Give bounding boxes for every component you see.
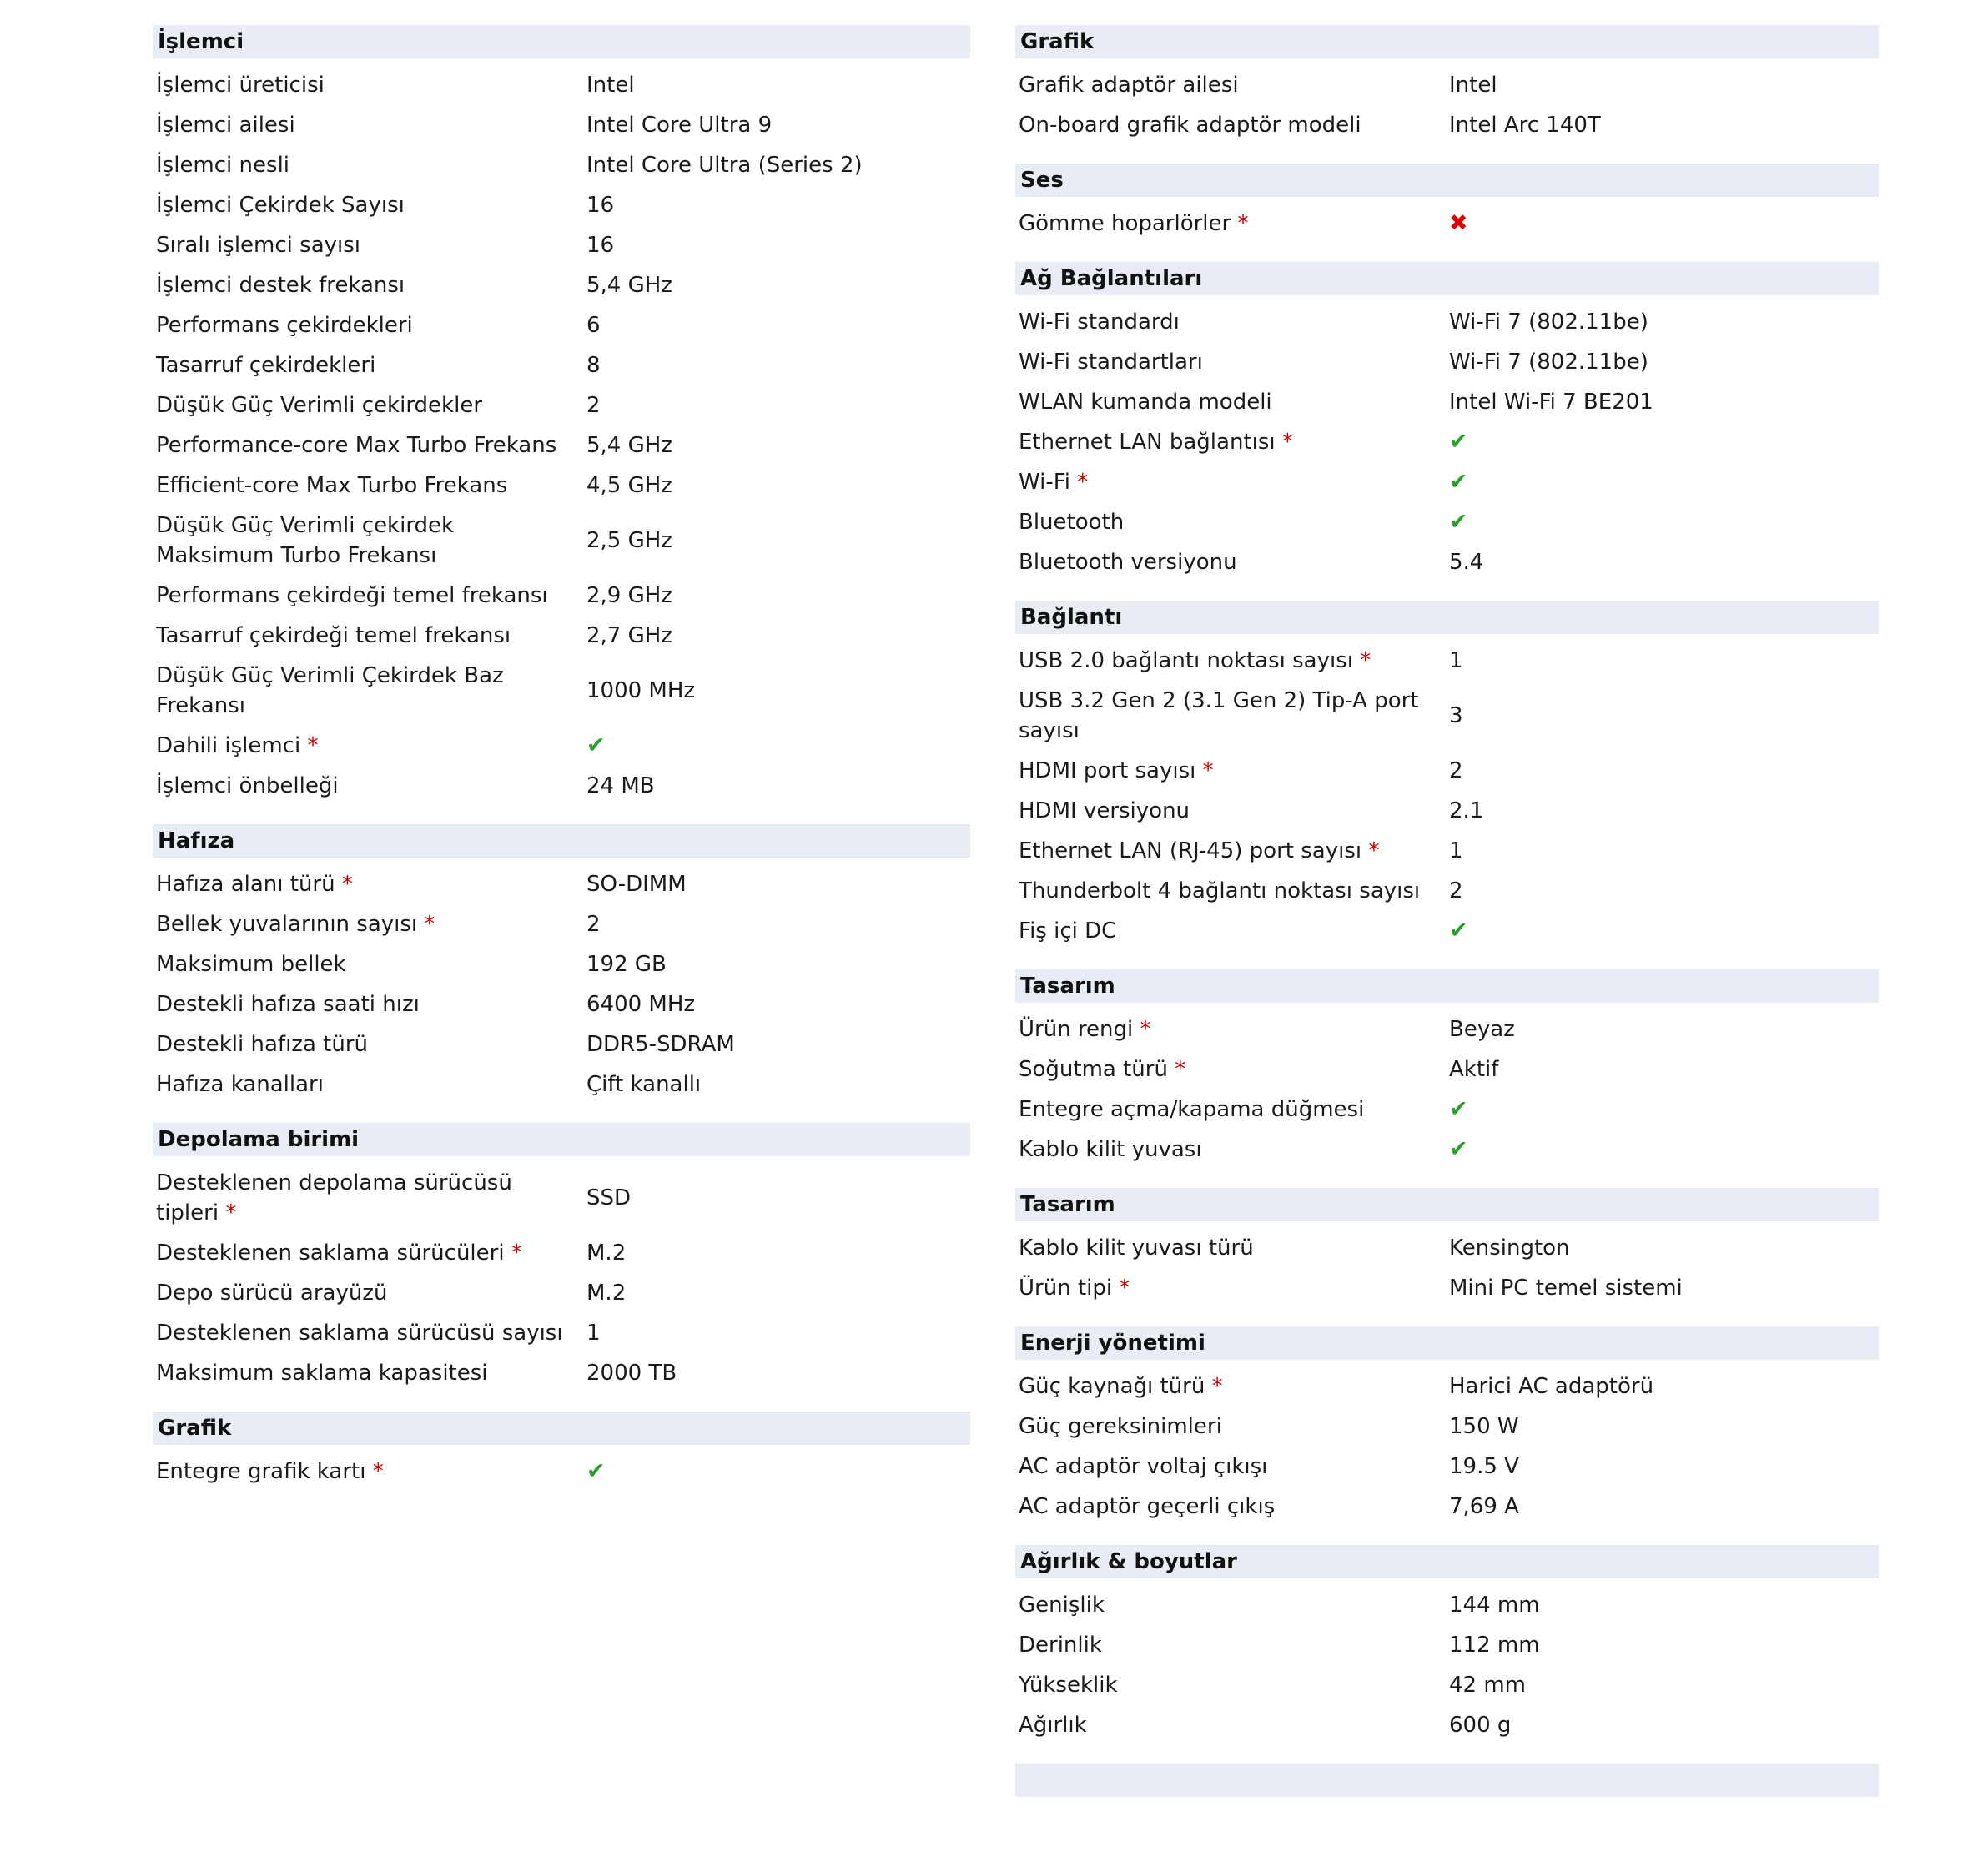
spec-label — [156, 150, 586, 180]
spec-section — [1015, 969, 1879, 1170]
spec-value: 16 — [586, 233, 615, 258]
spec-label — [156, 989, 586, 1019]
spec-row — [1015, 1447, 1879, 1487]
spec-row — [1015, 1090, 1879, 1130]
spec-section — [153, 1123, 970, 1393]
spec-section — [153, 824, 970, 1105]
spec-value: 6 — [586, 313, 601, 338]
required-asterisk: * — [1231, 211, 1249, 236]
spec-label-text: Sıralı işlemci sayısı — [156, 233, 361, 258]
spec-value: 600 g — [1449, 1713, 1512, 1738]
spec-label-text: Wi-Fi standardı — [1019, 310, 1180, 335]
spec-label — [1019, 1630, 1449, 1660]
spec-label — [1019, 1710, 1449, 1740]
spec-row — [153, 345, 970, 385]
spec-value: 150 W — [1449, 1414, 1519, 1439]
spec-value: 1000 MHz — [586, 678, 696, 703]
spec-value: Çift kanallı — [586, 1072, 702, 1097]
spec-row — [1015, 342, 1879, 382]
section-title: Hafıza — [153, 824, 970, 858]
spec-row — [1015, 382, 1879, 422]
spec-row — [153, 1024, 970, 1064]
section-title — [1015, 1764, 1879, 1797]
spec-value: M.2 — [586, 1281, 627, 1306]
spec-row — [153, 1064, 970, 1105]
spec-value: 2.1 — [1449, 798, 1484, 823]
spec-row — [153, 726, 970, 766]
spec-label — [156, 390, 586, 420]
spec-label — [156, 1029, 586, 1059]
spec-row — [1015, 681, 1879, 751]
spec-label-text: HDMI port sayısı — [1019, 758, 1196, 783]
spec-label-text: Derinlik — [1019, 1633, 1102, 1658]
spec-row — [1015, 204, 1879, 244]
spec-label — [1019, 1135, 1449, 1165]
spec-value: 144 mm — [1449, 1593, 1540, 1618]
spec-label — [1019, 1273, 1449, 1303]
spec-label-text: USB 2.0 bağlantı noktası sayısı — [1019, 648, 1353, 673]
spec-value: 8 — [586, 353, 601, 378]
spec-column-right — [1015, 25, 1879, 1804]
spec-label-text: On-board grafik adaptör modeli — [1019, 113, 1361, 138]
spec-value: Intel Arc 140T — [1449, 113, 1601, 138]
spec-label-text: AC adaptör voltaj çıkışı — [1019, 1454, 1268, 1479]
spec-label — [156, 661, 586, 721]
spec-label-text: Desteklenen depolama sürücüsü tipleri — [156, 1170, 512, 1225]
spec-label-text: Ağırlık — [1019, 1713, 1087, 1738]
section-title: Tasarım — [1015, 969, 1879, 1003]
spec-row — [153, 65, 970, 105]
spec-label — [1019, 387, 1449, 417]
spec-value: Intel Core Ultra (Series 2) — [586, 153, 863, 178]
spec-label — [1019, 110, 1449, 140]
spec-label — [156, 949, 586, 979]
spec-label — [1019, 1371, 1449, 1402]
spec-label-text: Performans çekirdekleri — [156, 313, 413, 338]
required-asterisk: * — [1133, 1017, 1151, 1042]
spec-value: 2,7 GHz — [586, 623, 672, 648]
spec-value: 1 — [1449, 648, 1463, 673]
spec-label — [156, 190, 586, 220]
spec-label — [156, 1318, 586, 1348]
spec-label — [156, 471, 586, 501]
spec-label-text: HDMI versiyonu — [1019, 798, 1190, 823]
spec-row — [153, 984, 970, 1024]
spec-label-text: Kablo kilit yuvası türü — [1019, 1235, 1254, 1261]
spec-row — [1015, 105, 1879, 145]
spec-value: Mini PC temel sistemi — [1449, 1276, 1683, 1301]
spec-value: 192 GB — [586, 952, 667, 977]
spec-row — [153, 1452, 970, 1492]
spec-value: 2 — [1449, 878, 1463, 903]
spec-section — [1015, 601, 1879, 951]
spec-label — [1019, 876, 1449, 906]
check-icon: ✔ — [586, 1458, 606, 1484]
spec-label-text: Fiş içi DC — [1019, 918, 1117, 944]
spec-row — [1015, 1625, 1879, 1665]
spec-label — [156, 1168, 586, 1228]
spec-row — [153, 305, 970, 345]
spec-section — [1015, 262, 1879, 582]
spec-value: 16 — [586, 193, 615, 218]
spec-label-text: İşlemci üreticisi — [156, 73, 325, 98]
spec-value: 19.5 V — [1449, 1454, 1519, 1479]
section-title: Ses — [1015, 164, 1879, 197]
spec-label-text: Desteklenen saklama sürücüleri — [156, 1241, 505, 1266]
spec-label — [1019, 686, 1449, 746]
required-asterisk: * — [1361, 838, 1380, 863]
spec-row — [1015, 751, 1879, 791]
check-icon: ✔ — [1449, 509, 1468, 535]
spec-label — [156, 270, 586, 300]
spec-row — [153, 225, 970, 265]
spec-value: 2,9 GHz — [586, 583, 672, 608]
spec-row — [153, 1313, 970, 1353]
spec-value: 1 — [586, 1321, 601, 1346]
spec-value: 5,4 GHz — [586, 273, 672, 298]
spec-section — [1015, 164, 1879, 244]
section-title: İşlemci — [153, 25, 970, 58]
spec-value — [1449, 1095, 1879, 1125]
required-asterisk: * — [1352, 648, 1371, 673]
spec-label — [156, 581, 586, 611]
spec-label — [156, 771, 586, 801]
spec-value: Wi-Fi 7 (802.11be) — [1449, 350, 1648, 375]
spec-label-text: İşlemci ailesi — [156, 113, 295, 138]
required-asterisk: * — [1167, 1057, 1186, 1082]
spec-label-text: Bluetooth — [1019, 510, 1125, 535]
spec-section — [1015, 1545, 1879, 1745]
spec-value: 7,69 A — [1449, 1494, 1519, 1519]
spec-label — [1019, 1452, 1449, 1482]
spec-label — [156, 1358, 586, 1388]
spec-row — [153, 1273, 970, 1313]
spec-value: SO-DIMM — [586, 872, 687, 897]
spec-row — [1015, 422, 1879, 462]
spec-label — [1019, 467, 1449, 497]
spec-value: SSD — [586, 1185, 632, 1210]
spec-row — [153, 766, 970, 806]
spec-value: 3 — [1449, 703, 1463, 728]
spec-label-text: Güç kaynağı türü — [1019, 1374, 1205, 1399]
spec-label-text: Performance-core Max Turbo Frekans — [156, 433, 557, 458]
spec-row — [153, 466, 970, 506]
section-title: Depolama birimi — [153, 1123, 970, 1156]
spec-label-text: Hafıza alanı türü — [156, 872, 335, 897]
spec-row — [1015, 641, 1879, 681]
spec-label-text: Hafıza kanalları — [156, 1072, 324, 1097]
spec-label-text: Kablo kilit yuvası — [1019, 1137, 1202, 1162]
spec-value: Harici AC adaptörü — [1449, 1374, 1654, 1399]
spec-row — [1015, 1268, 1879, 1308]
spec-section — [1015, 25, 1879, 145]
spec-value: 2000 TB — [586, 1361, 677, 1386]
spec-label-text: Soğutma türü — [1019, 1057, 1168, 1082]
spec-row — [1015, 791, 1879, 831]
spec-section — [1015, 1326, 1879, 1527]
spec-row — [1015, 831, 1879, 871]
spec-label — [156, 909, 586, 939]
spec-label — [1019, 347, 1449, 377]
spec-sheet — [153, 25, 1988, 1804]
spec-label-text: Destekli hafıza türü — [156, 1032, 368, 1057]
required-asterisk: * — [1275, 430, 1293, 455]
spec-label-text: Ethernet LAN bağlantısı — [1019, 430, 1276, 455]
spec-label-text: Tasarruf çekirdekleri — [156, 353, 376, 378]
spec-label-text: Dahili işlemci — [156, 733, 301, 758]
spec-row — [1015, 1665, 1879, 1705]
check-icon: ✔ — [1449, 918, 1468, 944]
spec-row — [1015, 871, 1879, 911]
spec-value: 42 mm — [1449, 1673, 1527, 1698]
spec-value: Kensington — [1449, 1235, 1570, 1261]
spec-label-text: Ürün rengi — [1019, 1017, 1134, 1042]
spec-row — [1015, 911, 1879, 951]
spec-row — [153, 864, 970, 904]
spec-label-text: Maksimum saklama kapasitesi — [156, 1361, 488, 1386]
spec-value — [1449, 1135, 1879, 1165]
spec-label — [1019, 1492, 1449, 1522]
spec-label-text: Güç gereksinimleri — [1019, 1414, 1222, 1439]
spec-label-text: Gömme hoparlörler — [1019, 211, 1231, 236]
spec-label-text: Depo sürücü arayüzü — [156, 1281, 388, 1306]
spec-label — [156, 110, 586, 140]
spec-row — [1015, 302, 1879, 342]
spec-value: Intel — [1449, 73, 1497, 98]
spec-label — [156, 1457, 586, 1487]
spec-value: 4,5 GHz — [586, 473, 672, 498]
spec-row — [153, 1163, 970, 1233]
spec-label-text: Destekli hafıza saati hızı — [156, 992, 420, 1017]
spec-label — [156, 310, 586, 340]
spec-label — [1019, 427, 1449, 457]
spec-label-text: Tasarruf çekirdeği temel frekansı — [156, 623, 511, 648]
spec-value: 5,4 GHz — [586, 433, 672, 458]
spec-section — [153, 1412, 970, 1492]
spec-label-text: Genişlik — [1019, 1593, 1105, 1618]
spec-row — [153, 1233, 970, 1273]
spec-row — [153, 576, 970, 616]
spec-label — [1019, 507, 1449, 537]
required-asterisk: * — [1195, 758, 1214, 783]
spec-row — [153, 944, 970, 984]
spec-label — [156, 511, 586, 571]
section-title: Ağırlık & boyutlar — [1015, 1545, 1879, 1578]
spec-label — [1019, 209, 1449, 239]
section-title: Bağlantı — [1015, 601, 1879, 634]
spec-label — [1019, 836, 1449, 866]
check-icon: ✔ — [1449, 469, 1468, 495]
spec-value — [1449, 209, 1879, 239]
cross-icon: ✖ — [1449, 210, 1468, 236]
spec-value: 6400 MHz — [586, 992, 696, 1017]
spec-label — [1019, 1670, 1449, 1700]
spec-value: DDR5-SDRAM — [586, 1032, 735, 1057]
spec-value: 1 — [1449, 838, 1463, 863]
spec-row — [153, 385, 970, 425]
spec-row — [1015, 542, 1879, 582]
spec-row — [1015, 1130, 1879, 1170]
spec-column-left — [153, 25, 970, 1492]
spec-value: 112 mm — [1449, 1633, 1540, 1658]
spec-label-text: Wi-Fi — [1019, 470, 1071, 495]
spec-row — [153, 506, 970, 576]
spec-section — [1015, 1764, 1879, 1797]
spec-label — [1019, 1054, 1449, 1085]
required-asterisk: * — [365, 1459, 384, 1484]
spec-row — [153, 185, 970, 225]
required-asterisk: * — [1070, 470, 1089, 495]
spec-section — [1015, 1188, 1879, 1308]
spec-row — [1015, 502, 1879, 542]
section-title: Tasarım — [1015, 1188, 1879, 1221]
spec-label-text: Wi-Fi standartları — [1019, 350, 1203, 375]
spec-value: Intel Wi-Fi 7 BE201 — [1449, 390, 1653, 415]
spec-label-text: WLAN kumanda modeli — [1019, 390, 1272, 415]
spec-label — [156, 1278, 586, 1308]
required-asterisk: * — [504, 1241, 522, 1266]
spec-value: 24 MB — [586, 773, 655, 798]
spec-label — [156, 230, 586, 260]
spec-label-text: Bellek yuvalarının sayısı — [156, 912, 418, 937]
spec-label-text: Entegre açma/kapama düğmesi — [1019, 1097, 1365, 1122]
required-asterisk: * — [300, 733, 319, 758]
spec-value: 5.4 — [1449, 550, 1484, 575]
spec-value: 2,5 GHz — [586, 528, 672, 553]
spec-value — [586, 731, 970, 761]
required-asterisk: * — [219, 1200, 237, 1225]
spec-row — [1015, 1407, 1879, 1447]
spec-row — [1015, 1705, 1879, 1745]
spec-label-text: İşlemci destek frekansı — [156, 273, 405, 298]
spec-label — [156, 1069, 586, 1100]
spec-label — [1019, 547, 1449, 577]
spec-label-text: AC adaptör geçerli çıkış — [1019, 1494, 1276, 1519]
spec-label-text: Düşük Güç Verimli Çekirdek Baz Frekansı — [156, 663, 504, 718]
spec-row — [1015, 1009, 1879, 1049]
spec-value — [1449, 916, 1879, 946]
spec-value — [1449, 427, 1879, 457]
spec-label — [1019, 307, 1449, 337]
spec-value: Intel — [586, 73, 635, 98]
check-icon: ✔ — [586, 732, 606, 758]
spec-value: Aktif — [1449, 1057, 1499, 1082]
spec-label — [156, 70, 586, 100]
check-icon: ✔ — [1449, 1096, 1468, 1122]
spec-row — [153, 1353, 970, 1393]
spec-label — [1019, 646, 1449, 676]
spec-value: M.2 — [586, 1241, 627, 1266]
spec-label — [1019, 1095, 1449, 1125]
spec-row — [153, 616, 970, 656]
spec-row — [1015, 1487, 1879, 1527]
spec-row — [1015, 1228, 1879, 1268]
spec-label-text: Performans çekirdeği temel frekansı — [156, 583, 548, 608]
spec-label — [156, 430, 586, 460]
spec-label — [1019, 1590, 1449, 1620]
section-title: Grafik — [1015, 25, 1879, 58]
spec-label — [1019, 1412, 1449, 1442]
spec-label — [1019, 916, 1449, 946]
spec-value: Wi-Fi 7 (802.11be) — [1449, 310, 1648, 335]
check-icon: ✔ — [1449, 429, 1468, 455]
required-asterisk: * — [1112, 1276, 1130, 1301]
spec-value — [1449, 467, 1879, 497]
spec-row — [1015, 462, 1879, 502]
spec-label-text: Maksimum bellek — [156, 952, 346, 977]
spec-row — [1015, 1585, 1879, 1625]
spec-label-text: Entegre grafik kartı — [156, 1459, 366, 1484]
spec-row — [153, 265, 970, 305]
spec-label-text: Ethernet LAN (RJ-45) port sayısı — [1019, 838, 1362, 863]
spec-label — [156, 731, 586, 761]
spec-label-text: Ürün tipi — [1019, 1276, 1113, 1301]
check-icon: ✔ — [1449, 1136, 1468, 1162]
spec-value: Beyaz — [1449, 1017, 1515, 1042]
spec-label-text: İşlemci nesli — [156, 153, 290, 178]
spec-row — [1015, 1366, 1879, 1407]
spec-label-text: Düşük Güç Verimli çekirdek Maksimum Turbo Frekansı — [156, 513, 455, 568]
section-title: Ağ Bağlantıları — [1015, 262, 1879, 295]
spec-label-text: USB 3.2 Gen 2 (3.1 Gen 2) Tip-A port sayısı — [1019, 688, 1419, 743]
spec-value: 2 — [586, 912, 601, 937]
spec-label-text: Desteklenen saklama sürücüsü sayısı — [156, 1321, 563, 1346]
spec-label-text: Bluetooth versiyonu — [1019, 550, 1237, 575]
spec-label-text: Thunderbolt 4 bağlantı noktası sayısı — [1019, 878, 1421, 903]
section-title: Enerji yönetimi — [1015, 1326, 1879, 1360]
section-title: Grafik — [153, 1412, 970, 1445]
spec-label — [156, 621, 586, 651]
spec-label — [1019, 70, 1449, 100]
spec-row — [153, 105, 970, 145]
spec-value — [1449, 507, 1879, 537]
spec-value: Intel Core Ultra 9 — [586, 113, 773, 138]
spec-row — [153, 425, 970, 466]
spec-label — [156, 350, 586, 380]
spec-label — [1019, 1233, 1449, 1263]
spec-section — [153, 25, 970, 806]
spec-label-text: Grafik adaptör ailesi — [1019, 73, 1239, 98]
spec-label-text: Efficient-core Max Turbo Frekans — [156, 473, 508, 498]
spec-label — [156, 1238, 586, 1268]
spec-label — [1019, 1014, 1449, 1044]
spec-value: 2 — [1449, 758, 1463, 783]
spec-row — [153, 656, 970, 726]
spec-value: 2 — [586, 393, 601, 418]
spec-row — [153, 145, 970, 185]
spec-label — [1019, 796, 1449, 826]
spec-row — [153, 904, 970, 944]
spec-row — [1015, 65, 1879, 105]
spec-label-text: İşlemci önbelleği — [156, 773, 339, 798]
spec-label — [1019, 756, 1449, 786]
spec-value — [586, 1457, 970, 1487]
required-asterisk: * — [335, 872, 353, 897]
spec-label — [156, 869, 586, 899]
required-asterisk: * — [417, 912, 435, 937]
spec-label-text: Yükseklik — [1019, 1673, 1118, 1698]
required-asterisk: * — [1205, 1374, 1223, 1399]
spec-label-text: Düşük Güç Verimli çekirdekler — [156, 393, 483, 418]
spec-label-text: İşlemci Çekirdek Sayısı — [156, 193, 405, 218]
spec-row — [1015, 1049, 1879, 1090]
